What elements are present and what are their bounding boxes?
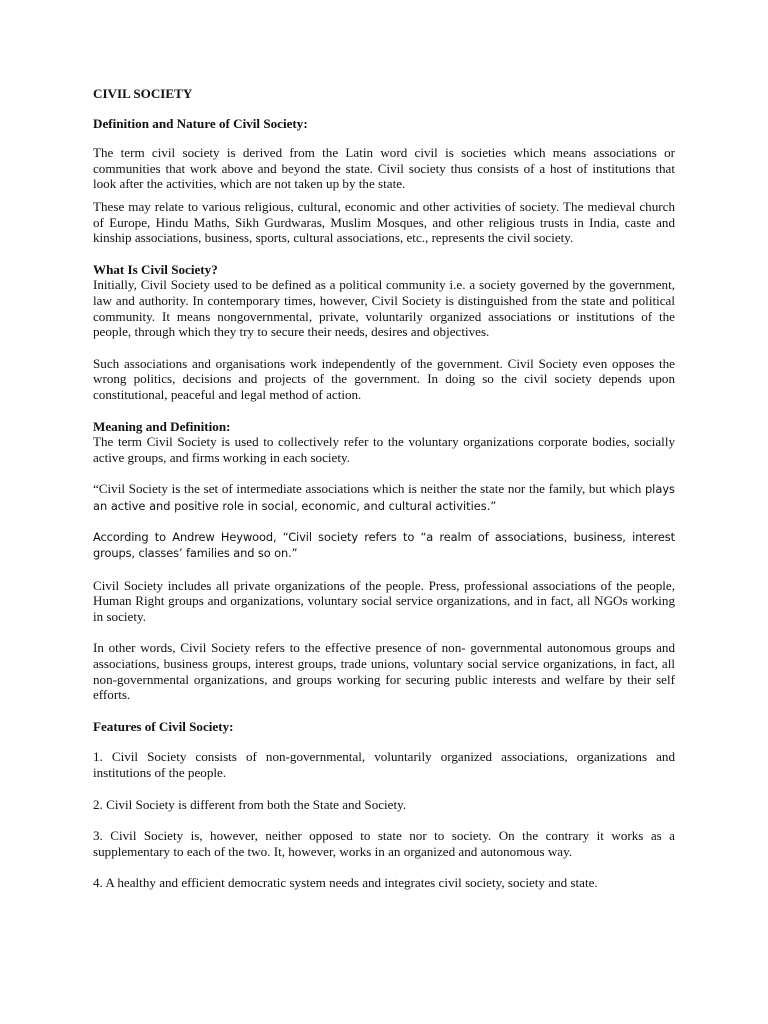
document-title: CIVIL SOCIETY [93, 86, 193, 101]
quote-heywood: According to Andrew Heywood, “Civil society refers to “a realm of associations, business, interest groups, classes’ families and so on.” [93, 530, 675, 561]
feature-item-3: 3. Civil Society is, however, neither opposed to state nor to society. On the contrary it works as a supplementary to each of the two. It, however, works in an organized and autonomous way. [93, 828, 675, 859]
quote-definition-line1: “Civil Society is the set of intermediate associations which is neither the state nor the family, but which [93, 481, 642, 497]
document-page [93, 86, 675, 891]
paragraph-collective-term: The term Civil Society is used to collectively refer to the voluntary organizations corporate bodies, socially active groups, and firms working in each society. [93, 434, 675, 465]
quote-definition [93, 481, 675, 514]
paragraph-term-origin: The term civil society is derived from the Latin word civil is societies which means associations or communities that work above and beyond the state. Civil society thus consists of a host of institutions that look after the activities, which are not taken up by the state. [93, 145, 675, 192]
section-heading-meaning: Meaning and Definition: [93, 418, 231, 434]
section-heading-what-is: What Is Civil Society? [93, 261, 218, 277]
paragraph-examples: These may relate to various religious, cultural, economic and other activities of society. The medieval church of Europe, Hindu Maths, Sikh Gurdwaras, Muslim Mosques, and other religious trusts in India, caste and kinship associations, business, sports, cultural associations, etc., represents the civil society. [93, 198, 675, 246]
section-heading-features: Features of Civil Society: [93, 718, 234, 734]
section-heading-definition-nature: Definition and Nature of Civil Society: [93, 115, 308, 131]
feature-item-4: 4. A healthy and efficient democratic system needs and integrates civil society, society and state. [93, 875, 598, 891]
paragraph-independence: Such associations and organisations work independently of the government. Civil Society even opposes the wrong politics, decisions and projects of the government. In doing so the civil society depends upon constitutional, peaceful and legal method of action. [93, 355, 675, 402]
paragraph-private-organizations: Civil Society includes all private organizations of the people. Press, professional associations of the people, Human Right groups and organizations, voluntary social service organizations, and in fact, all NGOs working in society. [93, 577, 675, 624]
quote-definition-line2: plays an active and positive role in social, economic, and cultural activities.” [93, 482, 675, 513]
paragraph-initially: Initially, Civil Society used to be defined as a political community i.e. a society governed by the government, law and authority. In contemporary times, however, Civil Society is distinguished from the state and political community. It means nongovernmental, private, voluntarily organized associations or institutions of the people, through which they try to secure their needs, desires and objectives. [93, 277, 675, 340]
feature-item-1: 1. Civil Society consists of non-governmental, voluntarily organized associations, organizations and institutions of the people. [93, 749, 675, 780]
feature-item-2: 2. Civil Society is different from both the State and Society. [93, 796, 407, 812]
paragraph-other-words: In other words, Civil Society refers to the effective presence of non- governmental autonomous groups and associations, business groups, interest groups, trade unions, voluntary social service organizations, in fact, all non-governmental organizations, and groups working for securing public interests and welfare by their self efforts. [93, 640, 675, 703]
